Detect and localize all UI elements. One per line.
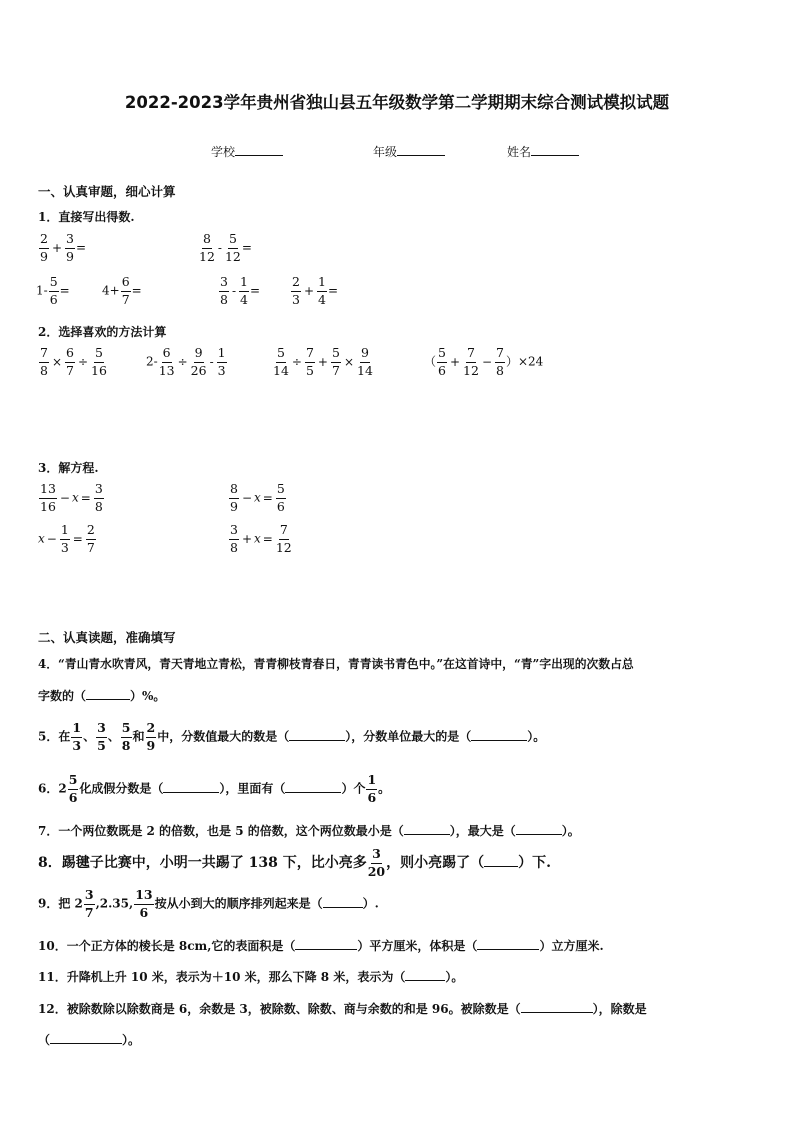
text-segment: 、	[83, 729, 96, 744]
fraction-denominator: 12	[199, 248, 215, 264]
text-segment: x	[71, 490, 79, 505]
fraction-denominator: 8	[121, 737, 131, 753]
fraction-numerator: 6	[121, 276, 131, 292]
fraction	[71, 722, 82, 752]
text-segment: +	[449, 354, 461, 369]
fraction-numerator: 8	[202, 233, 212, 249]
fraction-denominator: 20	[367, 863, 386, 879]
fraction-numerator: 2	[86, 524, 96, 540]
text-segment: =	[241, 240, 252, 255]
text-segment: ）×24	[505, 354, 544, 369]
q12-blank-2[interactable]	[50, 1031, 122, 1044]
text-segment: 8．踢毽子比赛中，小明一共踢了 138 下，比小亮多	[38, 855, 367, 871]
fraction-denominator: 12	[224, 248, 241, 264]
text-segment: （	[38, 1033, 51, 1047]
fraction-denominator: 9	[230, 498, 238, 514]
text-segment: −	[481, 354, 492, 369]
fraction	[49, 276, 59, 306]
text-segment: =	[80, 490, 91, 505]
name-blank[interactable]	[531, 143, 579, 156]
text-segment: x	[38, 531, 45, 546]
grade-blank[interactable]	[397, 143, 445, 156]
text-segment: +	[241, 531, 253, 546]
fraction	[191, 347, 207, 377]
fraction-denominator: 6	[68, 789, 78, 805]
text-segment: =	[59, 283, 70, 298]
text-segment: ）。	[527, 729, 546, 744]
fraction-denominator: 4	[240, 291, 248, 307]
fraction-numerator: 5	[331, 347, 341, 363]
fraction	[357, 347, 373, 377]
text-segment: 1-	[36, 283, 48, 298]
text-segment: +	[51, 240, 63, 255]
fraction-numerator: 1	[366, 774, 377, 790]
fraction-numerator: 8	[229, 483, 239, 499]
fraction	[225, 233, 241, 263]
q9	[38, 889, 379, 919]
q10	[38, 937, 604, 954]
fraction	[305, 347, 315, 377]
text-segment: 7．一个两位数既是 2 的倍数，也是 5 的倍数，这个两位数最小是（	[38, 824, 404, 838]
fraction	[276, 524, 292, 554]
fraction	[134, 889, 153, 919]
q2-expr-c	[272, 347, 374, 377]
text-segment: 按从小到大的顺序排列起来是（	[154, 896, 323, 911]
fraction-numerator: 7	[39, 347, 49, 363]
fraction-numerator: 7	[495, 347, 505, 363]
fraction-denominator: 5	[97, 737, 106, 753]
q6-blank-2[interactable]	[285, 780, 341, 793]
text-segment: 2-	[146, 354, 158, 369]
q6-blank-1[interactable]	[163, 780, 219, 793]
q1-expr-f	[290, 276, 338, 306]
fraction	[159, 347, 175, 377]
text-segment: ，则小亮踢了（	[386, 855, 485, 871]
q4-blank[interactable]	[86, 687, 130, 700]
text-segment: ÷	[77, 354, 89, 369]
fraction-numerator: 6	[65, 347, 75, 363]
fraction-numerator: 1	[217, 347, 227, 363]
fraction-numerator: 7	[305, 347, 315, 363]
q4-line2	[38, 687, 165, 704]
fraction	[317, 276, 327, 306]
fraction-denominator: 4	[318, 291, 326, 307]
text-segment: =	[72, 531, 83, 546]
text-segment: -	[231, 283, 237, 298]
fraction	[273, 347, 289, 377]
text-segment: ）下.	[518, 855, 551, 871]
fraction-denominator: 3	[217, 362, 226, 378]
fraction	[239, 276, 249, 306]
q2-expr-b	[146, 347, 228, 377]
text-segment: =	[249, 283, 261, 298]
q3-eq-d	[228, 524, 293, 554]
fraction-denominator: 8	[230, 539, 238, 555]
text-segment: ）个	[341, 781, 366, 796]
text-segment: =	[262, 531, 273, 546]
text-segment: ）。	[445, 970, 464, 984]
fraction-numerator: 3	[219, 276, 229, 292]
fraction	[495, 347, 505, 377]
fraction-denominator: 7	[121, 291, 130, 307]
q1-expr-e	[218, 276, 260, 306]
text-segment: ），里面有（	[219, 781, 286, 796]
fraction-numerator: 5	[437, 347, 447, 363]
fraction	[199, 233, 215, 263]
fraction-numerator: 3	[371, 848, 382, 864]
school-label: 学校	[211, 145, 236, 159]
fraction	[217, 347, 227, 377]
text-segment: 化成假分数是（	[79, 781, 164, 796]
fraction	[86, 524, 96, 554]
text-segment: （	[424, 354, 437, 369]
text-segment: =	[327, 283, 339, 298]
name-label: 姓名	[507, 145, 532, 159]
fraction-denominator: 8	[94, 498, 103, 514]
text-segment: 和	[132, 729, 145, 744]
fraction-denominator: 9	[66, 248, 74, 264]
text-segment: -	[217, 240, 222, 255]
fraction-denominator: 14	[273, 362, 289, 378]
fraction	[91, 347, 107, 377]
fraction	[219, 276, 229, 306]
fraction	[68, 774, 79, 804]
text-segment: =	[131, 283, 142, 298]
text-segment: ），最大是（	[449, 824, 516, 838]
fraction-denominator: 26	[190, 362, 207, 378]
fraction	[39, 233, 49, 263]
q3-eq-c	[38, 524, 97, 554]
q2-expr-a	[38, 347, 108, 377]
q10-blank-1[interactable]	[295, 937, 357, 950]
text-segment: −	[46, 531, 57, 546]
fraction	[39, 347, 49, 377]
fraction-denominator: 16	[40, 498, 56, 514]
fraction	[146, 722, 157, 752]
text-segment: 字数的（	[38, 689, 87, 703]
text-segment: ）.	[362, 896, 379, 911]
fraction	[331, 347, 341, 377]
q7	[38, 822, 580, 839]
q1-expr-a	[38, 233, 86, 263]
text-segment: ），除数是	[592, 1002, 647, 1016]
text-segment: 6．2	[38, 781, 67, 796]
text-segment: −	[59, 490, 70, 505]
fraction-numerator: 9	[194, 347, 204, 363]
text-segment: ）立方厘米.	[539, 939, 604, 953]
text-segment: ），分数单位最大的是（	[345, 729, 472, 744]
q6	[38, 774, 390, 804]
fraction	[94, 483, 104, 513]
fraction-numerator: 1	[60, 524, 70, 540]
q5-blank-2[interactable]	[471, 728, 527, 741]
fraction-denominator: 3	[60, 539, 69, 555]
q1-expr-b	[198, 233, 252, 263]
q5-blank-1[interactable]	[289, 728, 345, 741]
text-segment: x	[254, 531, 261, 546]
fraction-denominator: 8	[40, 362, 48, 378]
fraction-denominator: 9	[146, 737, 156, 753]
fraction-denominator: 6	[367, 789, 377, 805]
fraction-denominator: 13	[158, 362, 175, 378]
q12-blank-1[interactable]	[521, 1000, 593, 1013]
text-segment: 11．升降机上升 10 米，表示为＋10 米，那么下降 8 米，表示为（	[38, 970, 406, 984]
section-2-heading: 二、认真读题，准确填写	[38, 630, 176, 645]
fraction	[437, 347, 447, 377]
text-segment: 12．被除数除以除数商是 6，余数是 3，被除数、除数、商与余数的和是 96。被除数是（	[38, 1002, 521, 1016]
fraction-denominator: 5	[305, 362, 314, 378]
fraction-denominator: 8	[496, 362, 504, 378]
fraction-numerator: 5	[121, 722, 132, 738]
fraction-denominator: 6	[139, 904, 149, 920]
text-segment: -	[209, 354, 214, 369]
fraction	[368, 848, 385, 878]
fraction-numerator: 5	[49, 276, 59, 292]
q10-blank-2[interactable]	[477, 937, 539, 950]
text-segment: −	[241, 490, 253, 505]
fraction-denominator: 8	[220, 291, 228, 307]
text-segment: 、	[107, 729, 120, 744]
fraction-numerator: 9	[360, 347, 370, 363]
text-segment: +	[303, 283, 315, 298]
fraction-numerator: 5	[228, 233, 238, 249]
fraction-denominator: 7	[84, 904, 94, 920]
text-segment: ）%。	[130, 689, 166, 703]
text-segment: ,2.35,	[95, 896, 134, 911]
fraction-numerator: 3	[94, 483, 104, 499]
fraction	[65, 347, 75, 377]
fraction-denominator: 6	[438, 362, 446, 378]
text-segment: =	[262, 490, 273, 505]
fraction-numerator: 1	[239, 276, 249, 292]
fraction-denominator: 7	[331, 362, 340, 378]
section-1-heading: 一、认真审题，细心计算	[38, 184, 176, 199]
fraction	[84, 889, 95, 919]
q9-blank[interactable]	[323, 895, 363, 908]
text-segment: +	[317, 354, 328, 369]
fraction-denominator: 14	[357, 362, 373, 378]
fraction	[121, 722, 132, 752]
fraction-numerator: 5	[68, 774, 79, 790]
text-segment: ×	[343, 354, 354, 369]
q5	[38, 722, 545, 752]
fraction-numerator: 3	[84, 889, 95, 905]
q11	[38, 968, 463, 985]
fraction	[366, 774, 377, 804]
fraction	[229, 524, 239, 554]
q1-expr-d	[102, 276, 142, 306]
q1-label: 1．直接写出得数.	[38, 210, 135, 224]
q11-blank[interactable]	[405, 968, 445, 981]
text-segment: 9．把 2	[38, 896, 83, 911]
fraction-denominator: 7	[66, 362, 74, 378]
fraction-numerator: 2	[146, 722, 157, 738]
q2-expr-d	[424, 347, 543, 377]
fraction-numerator: 5	[276, 347, 286, 363]
school-field	[211, 143, 283, 160]
fraction-denominator: 7	[86, 539, 95, 555]
fraction-numerator: 13	[134, 889, 153, 905]
fraction-numerator: 13	[39, 483, 57, 499]
school-blank[interactable]	[235, 143, 283, 156]
fraction-denominator: 6	[276, 498, 285, 514]
fraction-denominator: 12	[463, 362, 479, 378]
fraction-numerator: 2	[291, 276, 301, 292]
q7-blank-1[interactable]	[404, 822, 450, 835]
q8	[38, 848, 551, 878]
q1-expr-c	[36, 276, 70, 306]
q7-blank-2[interactable]	[516, 822, 562, 835]
fraction-denominator: 9	[40, 248, 48, 264]
fraction	[60, 524, 70, 554]
text-segment: 10．一个正方体的棱长是 8cm,它的表面积是（	[38, 939, 296, 953]
text-segment: ）平方厘米，体积是（	[357, 939, 478, 953]
fraction-numerator: 1	[317, 276, 327, 292]
fraction-numerator: 1	[71, 722, 82, 738]
text-segment: 。	[378, 781, 391, 796]
fraction-denominator: 3	[292, 291, 300, 307]
text-segment: 5．在	[38, 729, 71, 744]
fraction-denominator: 6	[49, 291, 58, 307]
q12-line1	[38, 1000, 647, 1017]
fraction	[121, 276, 131, 306]
text-segment: ÷	[291, 354, 302, 369]
fraction-numerator: 7	[466, 347, 476, 363]
text-segment: ）。	[122, 1033, 141, 1047]
text-segment: 中，分数值最大的数是（	[157, 729, 290, 744]
q12-line2	[38, 1031, 140, 1048]
fraction	[463, 347, 479, 377]
q8-blank[interactable]	[484, 854, 518, 867]
fraction	[291, 276, 301, 306]
fraction-denominator: 12	[275, 539, 292, 555]
fraction-numerator: 2	[39, 233, 49, 249]
text-segment: ）。	[561, 824, 580, 838]
fraction-numerator: 3	[65, 233, 75, 249]
fraction-numerator: 3	[229, 524, 239, 540]
fraction-numerator: 5	[276, 483, 286, 499]
q3-eq-b	[228, 483, 287, 513]
fraction-numerator: 7	[279, 524, 289, 540]
grade-label: 年级	[373, 145, 398, 159]
text-segment: 4+	[102, 283, 120, 298]
text-segment: ÷	[177, 354, 188, 369]
name-field	[507, 143, 579, 160]
fraction	[96, 722, 107, 752]
text-segment: x	[254, 490, 261, 505]
fraction	[276, 483, 286, 513]
fraction	[65, 233, 75, 263]
fraction-numerator: 3	[96, 722, 107, 738]
text-segment: =	[75, 240, 87, 255]
q4-line1: 4．“青山青水吹青风，青天青地立青松，青青柳枝青春日，青青读书青色中。”在这首诗中，“青”字出现的次数占总	[38, 657, 634, 671]
fraction-denominator: 3	[72, 737, 82, 753]
q2-label: 2．选择喜欢的方法计算	[38, 325, 167, 339]
grade-field	[373, 143, 445, 160]
page-title: 2022-2023学年贵州省独山县五年级数学第二学期期末综合测试模拟试题	[124, 93, 670, 112]
fraction	[229, 483, 239, 513]
text-segment: ×	[51, 354, 63, 369]
q3-label: 3．解方程.	[38, 461, 99, 475]
fraction-numerator: 6	[162, 347, 172, 363]
q3-eq-a	[38, 483, 105, 513]
fraction	[39, 483, 57, 513]
fraction-numerator: 5	[94, 347, 104, 363]
fraction-denominator: 16	[91, 362, 107, 378]
